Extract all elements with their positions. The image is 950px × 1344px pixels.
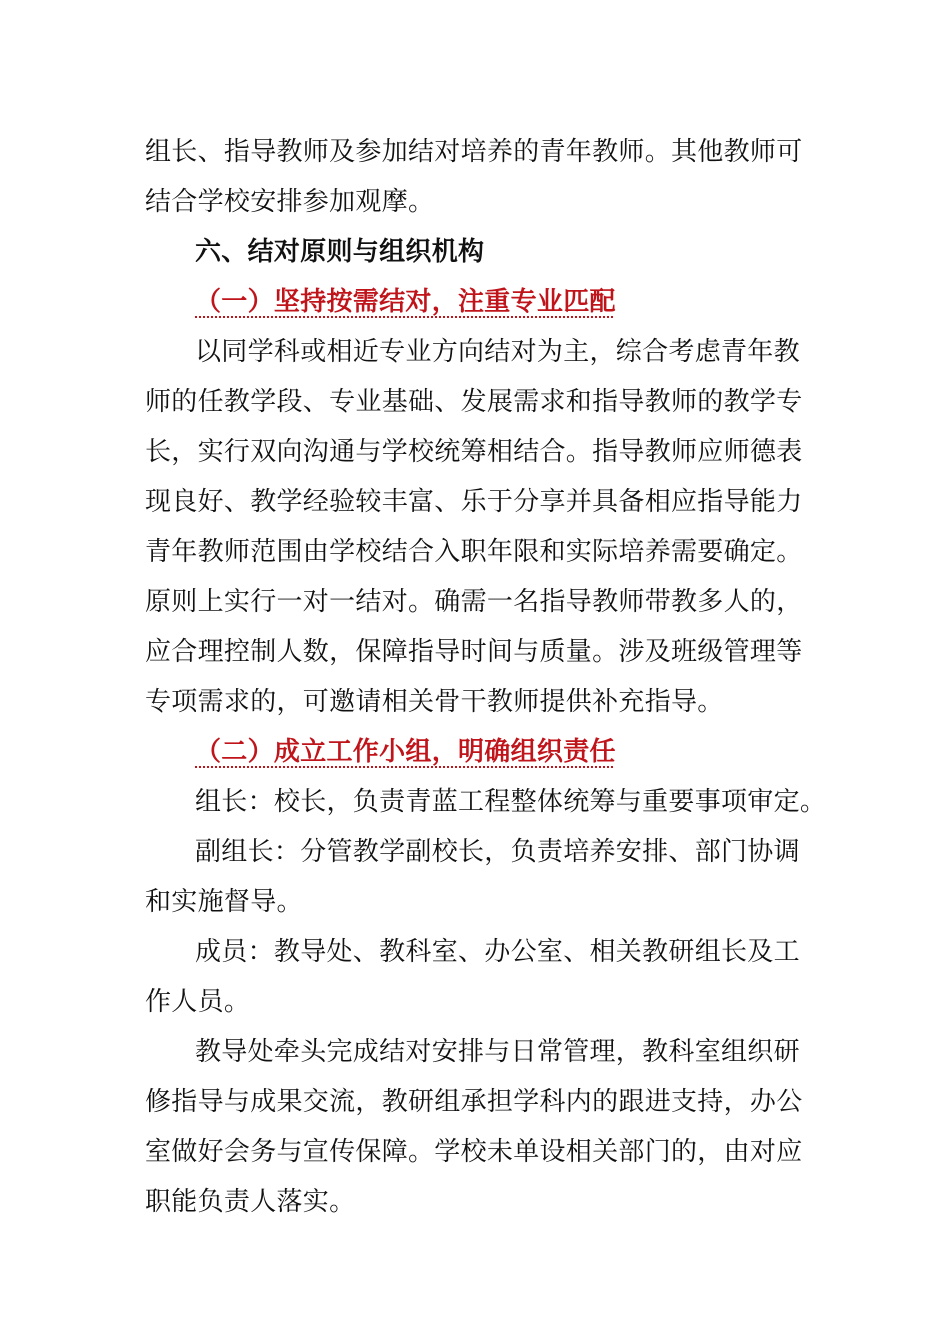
sub1-paragraph-line-3: 长，实行双向沟通与学校统筹相结合。指导教师应师德表 — [145, 437, 803, 467]
sub1-paragraph-line-5: 青年教师范围由学校结合入职年限和实际培养需要确定。 — [145, 537, 803, 567]
intro-line-1: 组长、指导教师及参加结对培养的青年教师。其他教师可 — [145, 137, 803, 167]
duties-line-2: 修指导与成果交流，教研组承担学科内的跟进支持，办公 — [145, 1087, 803, 1117]
deputy-line-2: 和实施督导。 — [145, 887, 303, 917]
sub1-paragraph-line-8: 专项需求的，可邀请相关骨干教师提供补充指导。 — [145, 687, 724, 717]
sub1-paragraph-line-2: 师的任教学段、专业基础、发展需求和指导教师的教学专 — [145, 387, 803, 417]
sub1-paragraph-line-6: 原则上实行一对一结对。确需一名指导教师带教多人的， — [145, 587, 803, 617]
intro-line-2: 结合学校安排参加观摩。 — [145, 187, 435, 217]
deputy-line-1: 副组长：分管教学副校长，负责培养安排、部门协调 — [195, 837, 800, 867]
members-line-1: 成员：教导处、教科室、办公室、相关教研组长及工 — [195, 937, 800, 967]
leader-line: 组长：校长，负责青蓝工程整体统筹与重要事项审定。 — [195, 787, 827, 817]
subsection-2-title: （二）成立工作小组，明确组织责任 — [195, 737, 616, 767]
sub1-paragraph-line-1: 以同学科或相近专业方向结对为主，综合考虑青年教 — [195, 337, 800, 367]
duties-line-1: 教导处牵头完成结对安排与日常管理，教科室组织研 — [195, 1037, 800, 1067]
section-title: 六、结对原则与组织机构 — [195, 237, 485, 267]
duties-line-3: 室做好会务与宣传保障。学校未单设相关部门的，由对应 — [145, 1137, 803, 1167]
sub1-paragraph-line-4: 现良好、教学经验较丰富、乐于分享并具备相应指导能力 — [145, 487, 803, 517]
members-line-2: 作人员。 — [145, 987, 251, 1017]
subsection-1-title: （一）坚持按需结对，注重专业匹配 — [195, 287, 616, 317]
duties-line-4: 职能负责人落实。 — [145, 1187, 356, 1217]
sub1-paragraph-line-7: 应合理控制人数，保障指导时间与质量。涉及班级管理等 — [145, 637, 803, 667]
